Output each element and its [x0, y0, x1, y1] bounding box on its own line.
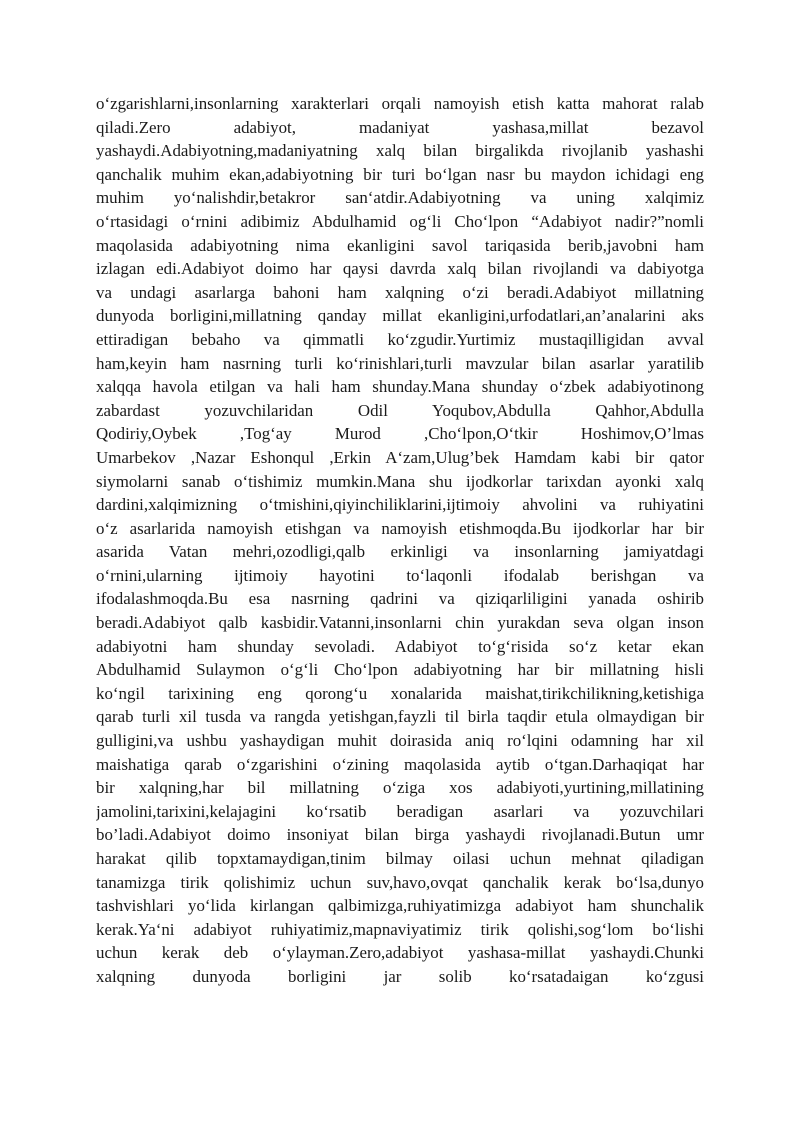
- text-line: o‘rnini,ularning ijtimoiy hayotini to‘laqonli ifodalab berishgan va: [96, 565, 704, 585]
- text-line: ifodalashmoqda.Bu esa nasrning qadrini va qiziqarliligini yanada oshirib: [96, 589, 704, 609]
- text-line: asarida Vatan mehri,ozodligi,qalb erkinligi va insonlarning jamiyatdagi: [96, 542, 704, 562]
- text-line: tanamizga tirik qolishimiz uchun suv,havo,ovqat qanchalik kerak bo‘lsa,dunyo: [96, 872, 704, 892]
- text-line: va undagi asarlarga bahoni ham xalqning o‘zi beradi.Adabiyot millatning: [96, 282, 704, 302]
- text-line: muhim yo‘nalishdir,betakror san‘atdir.Adabiyotning va uning xalqimiz: [96, 188, 704, 208]
- text-line: adabiyotni ham shunday sevoladi. Adabiyot to‘g‘risida so‘z ketar ekan: [96, 636, 704, 656]
- text-line: siymolarni sanab o‘tishimiz mumkin.Mana shu ijodkorlar tarixdan ayonki xalq: [96, 471, 704, 491]
- text-line: bo’ladi.Adabiyot doimo insoniyat bilan birga yashaydi rivojlanadi.Butun umr: [96, 825, 704, 845]
- text-line: uchun kerak deb o‘ylayman.Zero,adabiyot yashasa-millat yashaydi.Chunki: [96, 943, 704, 963]
- text-line: dardini,xalqimizning o‘tmishini,qiyinchiliklarini,ijtimoiy ahvolini va ruhiyatini: [96, 495, 704, 515]
- text-line: maqolasida adabiyotning nima ekanligini savol tariqasida berib,javobni ham: [96, 235, 704, 255]
- text-line: izlagan edi.Adabiyot doimo har qaysi davrda xalq bilan rivojlandi va dabiyotga: [96, 259, 704, 279]
- text-line: Qodiriy,Oybek ,Tog‘ay Murod ,Cho‘lpon,O‘tkir Hoshimov,O’lmas: [96, 424, 704, 444]
- text-line: dunyoda borligini,millatning qanday millat ekanligini,urfodatlari,an’analarini aks: [96, 306, 704, 326]
- text-line: gulligini,va ushbu yashaydigan muhit doirasida aniq ro‘lqini odamning har xil: [96, 731, 704, 751]
- text-line: zabardast yozuvchilaridan Odil Yoqubov,Abdulla Qahhor,Abdulla: [96, 400, 704, 420]
- text-line: qiladi.Zero adabiyot, madaniyat yashasa,millat bezavol: [96, 117, 704, 137]
- text-line: ham,keyin ham nasrning turli ko‘rinishlari,turli mavzular bilan asarlar yaratilib: [96, 353, 704, 373]
- text-line: jamolini,tarixini,kelajagini ko‘rsatib beradigan asarlari va yozuvchilari: [96, 801, 704, 821]
- text-line: harakat qilib topxtamaydigan,tinim bilmay oilasi uchun mehnat qiladigan: [96, 849, 704, 868]
- text-line: maishatiga qarab o‘zgarishini o‘zining maqolasida aytib o‘tgan.Darhaqiqat har: [96, 754, 704, 774]
- text-line: Umarbekov ,Nazar Eshonqul ,Erkin A‘zam,Ulug’bek Hamdam kabi bir qator: [96, 447, 704, 467]
- text-line: beradi.Adabiyot qalb kasbidir.Vatanni,insonlarni chin yurakdan seva olgan inson: [96, 613, 704, 633]
- text-line: bir xalqning,har bil millatning o‘ziga xos adabiyoti,yurtining,millatining: [96, 778, 704, 798]
- text-line: ko‘ngil tarixining eng qorong‘u xonalarida maishat,tirikchilikning,ketishiga: [96, 683, 704, 703]
- text-line: Abdulhamid Sulaymon o‘g‘li Cho‘lpon adabiyotning har bir millatning hisli: [96, 660, 704, 680]
- text-line: tashvishlari yo‘lida kirlangan qalbimizga,ruhiyatimizga adabiyot ham shunchalik: [96, 896, 704, 916]
- text-line: o‘rtasidagi o‘rnini adibimiz Abdulhamid og‘li Cho‘lpon “Adabiyot nadir?”nomli: [96, 211, 704, 231]
- text-line: qarab turli xil tusda va rangda yetishgan,fayzli til birla taqdir etula olmaydigan bir: [96, 707, 704, 727]
- text-line: kerak.Ya‘ni adabiyot ruhiyatimiz,mapnaviyatimiz tirik qolishi,sog‘lom bo‘lishi: [96, 919, 704, 939]
- text-line: yashaydi.Adabiyotning,madaniyatning xalq bilan birgalikda rivojlanib yashashi: [96, 141, 704, 161]
- text-line: o‘z asarlarida namoyish etishgan va namoyish etishmoqda.Bu ijodkorlar har bir: [96, 518, 704, 538]
- document-page: [96, 92, 704, 989]
- text-line: xalqning dunyoda borligini jar solib ko‘rsatadaigan ko‘zgusi: [96, 966, 704, 986]
- text-line: qanchalik muhim ekan,adabiyotning bir turi bo‘lgan nasr bu maydon ichidagi eng: [96, 164, 704, 184]
- text-line: o‘zgarishlarni,insonlarning xarakterlari orqali namoyish etish katta mahorat ralab: [96, 94, 704, 113]
- text-line: ettiradigan bebaho va qimmatli ko‘zgudir.Yurtimiz mustaqilligidan avval: [96, 329, 704, 349]
- text-line: xalqqa havola etilgan va hali ham shunday.Mana shunday o‘zbek adabiyotinong: [96, 377, 704, 397]
